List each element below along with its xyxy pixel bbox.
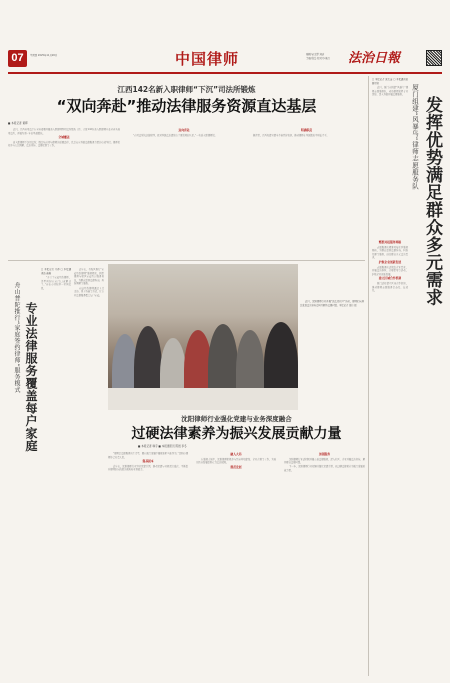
right-column-divider	[368, 76, 369, 676]
top-article-headline: “双向奔赴”推动法律服务资源直达基层	[56, 97, 317, 115]
page-number-badge	[8, 50, 27, 67]
top-article-paragraph: “在司法所的这段时间，我对基层法治建设有了更直观的认识。”一名新入职律师说。	[133, 133, 217, 137]
center-article-paragraph: “律师是法律服务的主力军，要在振兴发展中展现新担当新作为。”沈阳市律师协会负责人说。	[108, 452, 188, 459]
top-article	[8, 76, 365, 259]
center-article-col-3	[284, 452, 365, 676]
right-feature-subhead: 护航企业创新发展	[378, 259, 402, 264]
top-article-col-3	[248, 128, 365, 256]
header-rule	[8, 72, 442, 74]
top-article-col-2	[128, 128, 240, 256]
center-article-subhead: 规范发展	[230, 464, 242, 469]
page-header	[8, 50, 442, 72]
right-feature-paragraph: 志愿服务队精准对接社区服务网格，为群众提供法律咨询、纠纷化解等服务，满足群众多元法治需求。	[372, 245, 408, 260]
top-article-divider	[8, 260, 365, 261]
section-title: 中国律师	[174, 50, 239, 68]
center-article-paragraph: 沈阳律师行业还积极开展公益法律服务，深入社区、企业开展法治宣传，解答群众法律问题。	[284, 457, 365, 465]
top-article-col-1	[8, 128, 120, 256]
left-feature-title: 专业法律服务覆盖每户家庭	[24, 302, 38, 452]
right-feature-subhead: 建立区域合作机制	[378, 276, 402, 281]
top-article-paragraph: 近日，江西省司法厅在全省部署开展新入职律师到司法所锻炼工作，首批142名新入职律师分赴全省各地司法所，开展为期一年的基层锻炼。	[8, 128, 120, 135]
left-feature-col-a	[41, 268, 71, 458]
top-article-subhead: 双向奔赴	[178, 128, 190, 132]
top-article-byline: ■ 本报记者 黄辉	[8, 122, 28, 125]
designer-line: 美编/高岳 校对/李景红	[306, 57, 330, 60]
left-feature-paragraph: 家庭签约律师通过上门走访、线上答疑等方式，让专业法律服务覆盖每户家庭。	[74, 286, 104, 297]
top-article-kicker: 江西142名新入职律师“下沉”司法所锻炼	[117, 85, 256, 94]
center-article-byline: ■ 本报记者 韩宇 ■ 本报通讯员 陈晨 李冬	[138, 445, 187, 448]
center-article	[108, 414, 365, 676]
editor-credits	[306, 53, 346, 61]
center-article-headline: 过硬法律素养为振兴发展贡献力量	[131, 426, 342, 442]
right-feature-body	[372, 240, 408, 674]
center-article-paragraph: 下一步，沈阳律师行业将继续强化党建引领，以过硬法律素养为振兴发展贡献力量。	[284, 465, 365, 472]
left-feature-lower	[8, 462, 104, 674]
top-article-subhead: 明确职责	[300, 128, 313, 132]
top-article-paragraph: 新入职律师下沉司法所，既是培养青年律师的重要途径，也是充实基层法律服务力量的有效举措。律师们将参与人民调解、法治宣传、法律援助等工作。	[8, 140, 120, 148]
left-feature	[8, 264, 104, 676]
center-article-subhead: 强基固本	[142, 459, 154, 464]
center-article-paragraph: 在服务大局中，沈阳律师积极参与营商环境建设、企业合规等工作，为地方经济发展提供有力法治保障。	[196, 457, 276, 465]
left-feature-side-title: 舟山普陀推行“家庭签约律师”服务模式	[13, 282, 20, 394]
photo-caption	[300, 300, 364, 400]
center-article-subhead: 融入大局	[230, 452, 242, 456]
right-feature-paragraph: 厦门还将建立区域合作机制，推动律师志愿服务常态化、长效化。	[372, 281, 408, 293]
issue-date: 星期四 2025年11月20日	[30, 54, 58, 57]
center-article-subhead: 加强服务	[318, 452, 331, 456]
qr-code	[426, 50, 442, 66]
photo-caption-text: 近日，沈阳律师行业开展“送法进社区”活动，律师们向居民发放法治宣传资料并解答法律问题。本报记者 张伟 摄	[300, 300, 364, 307]
right-feature-subhead: 精准对接服务网格	[378, 240, 402, 244]
right-feature-paragraph: 志愿服务队还聚焦企业需求，开展法治体检、合规指导等活动，护航企业创新发展。	[372, 265, 408, 276]
left-feature-paragraph: “多亏了家庭签约律师，邻里纠纷在家门口就解决了。”舟山市普陀区一位居民说。	[41, 276, 71, 290]
center-article-kicker: 沈阳律师行业强化党建与业务深度融合	[181, 415, 292, 423]
right-feature-headline: 发挥优势满足群众多元需求	[422, 96, 442, 306]
center-article-col-2	[196, 452, 276, 676]
top-article-paragraph: 据介绍，江西将建立健全考核评价机制，推动律师在基层锻炼中增长才干。	[253, 133, 329, 137]
left-feature-byline: □ 本报记者 王春 □ 本报通讯员 赖瑜	[41, 268, 71, 275]
right-feature-kicker: 厦门组建“风暴鸟”律师志愿服务队	[411, 84, 419, 190]
page-number: 07	[11, 52, 24, 64]
editor-line: 编辑/苗文婷 刘洁	[306, 53, 325, 56]
left-feature-col-b	[74, 268, 104, 458]
newspaper-logo: 法治日報	[348, 51, 401, 66]
center-article-paragraph: 近年来，沈阳律师行业坚持党建引领，推动党建与业务深度融合，不断提升律师队伍的政治素质和业务能力。	[108, 464, 188, 472]
center-article-col-1	[108, 452, 188, 676]
right-feature-intro	[372, 78, 408, 236]
right-feature-paragraph: 近日，厦门市组建“风暴鸟”律师志愿服务队，动员律师发挥专业优势，深入基层开展法律服务。	[372, 86, 408, 97]
left-feature-paragraph: 近年来，普陀区推行“家庭签约律师”服务模式，组织律师与辖区家庭签订服务协议，为群众提供法律咨询、纠纷调解等服务。	[74, 268, 104, 286]
photo-table	[108, 388, 298, 410]
right-feature-body-2	[410, 350, 444, 674]
news-photo	[108, 264, 298, 410]
top-article-subhead: 全域覆盖	[58, 135, 70, 140]
right-feature-byline: □ 本报记者 张太凌 □ 本报通讯员 厦司宣	[372, 78, 408, 85]
right-feature	[372, 78, 444, 676]
